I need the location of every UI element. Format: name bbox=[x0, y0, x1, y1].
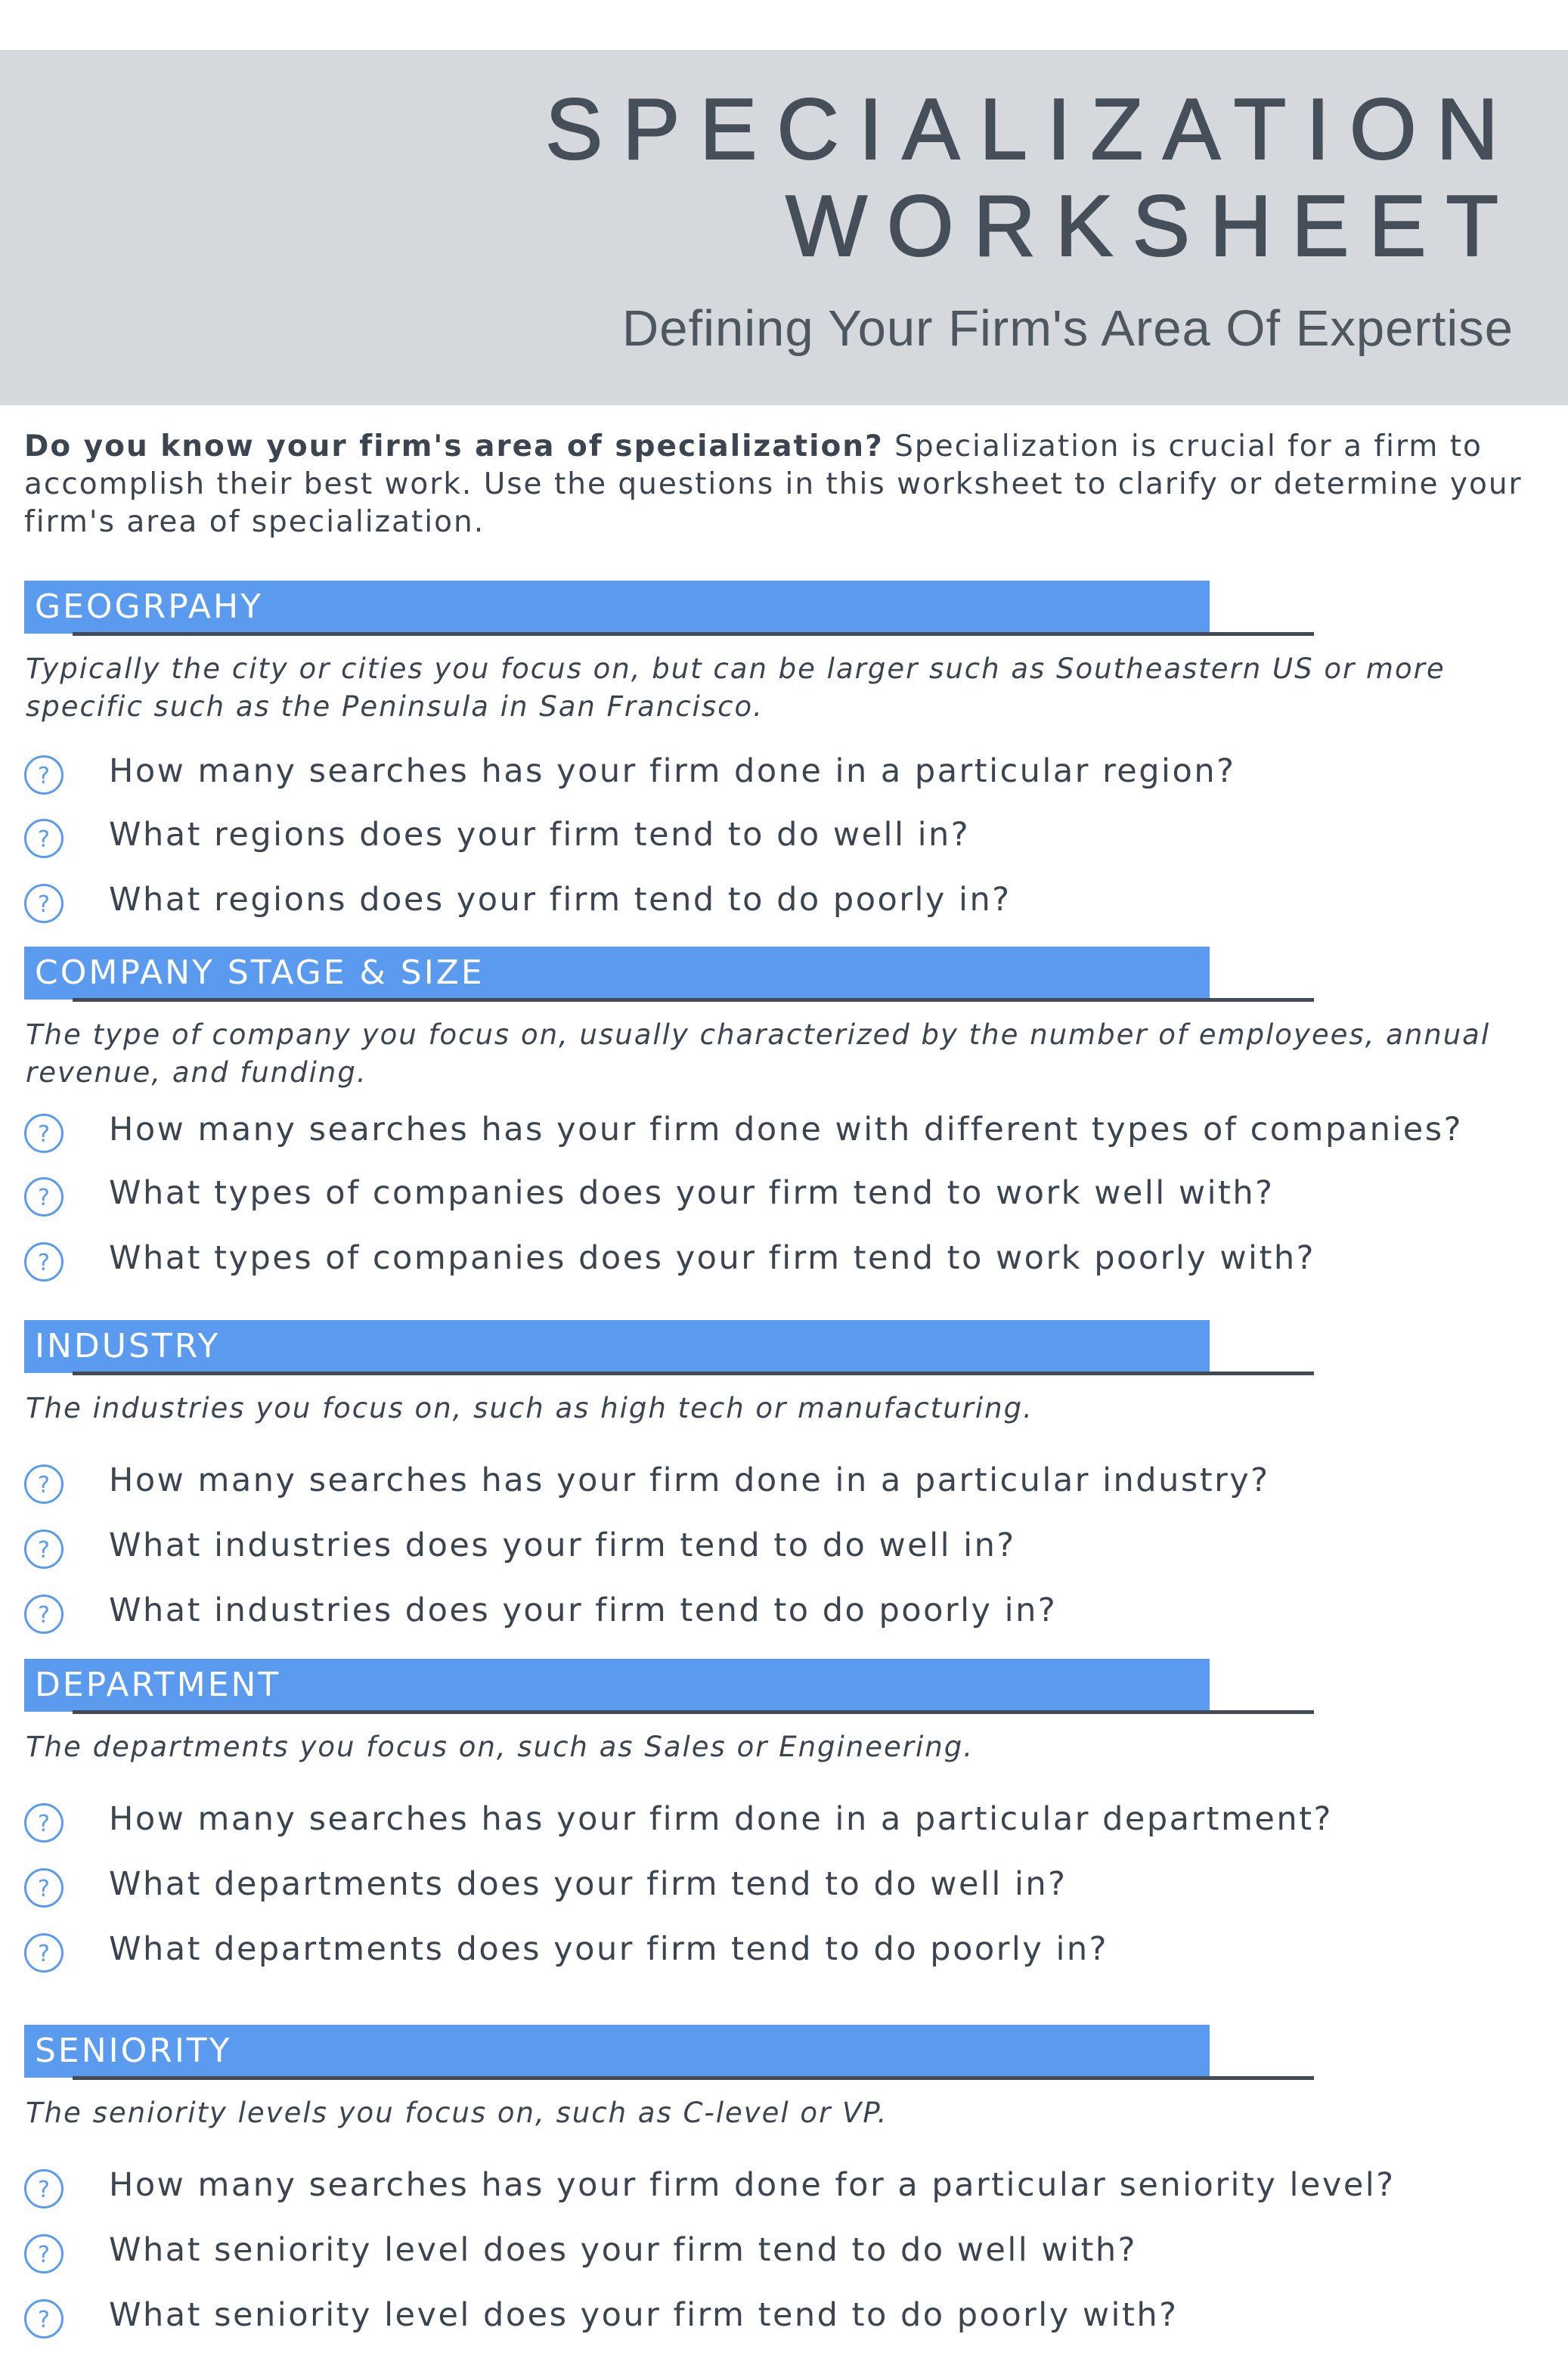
question-text: What departments does your firm tend to do well in? bbox=[109, 1865, 1068, 1903]
question-circle-icon bbox=[23, 1176, 64, 1217]
question-item bbox=[0, 877, 1568, 930]
question-circle-icon bbox=[23, 1933, 64, 1973]
question-circle-icon bbox=[23, 2298, 64, 2339]
question-text: How many searches has your firm done in a particular department? bbox=[109, 1800, 1333, 1838]
section-header-bar bbox=[24, 1320, 1210, 1373]
intro-question: Do you know your firm's area of specialization? bbox=[24, 429, 884, 463]
section-header-bar bbox=[24, 1659, 1210, 1712]
question-item bbox=[0, 2227, 1568, 2280]
svg-text:?: ? bbox=[38, 826, 50, 853]
section-description: The seniority levels you focus on, such as C-level or VP. bbox=[26, 2097, 888, 2129]
question-item bbox=[0, 1926, 1568, 1979]
question-text: What industries does your firm tend to do well in? bbox=[109, 1526, 1016, 1564]
svg-text:?: ? bbox=[38, 1602, 50, 1629]
question-text: What types of companies does your firm tend to work poorly with? bbox=[109, 1239, 1315, 1277]
question-circle-icon bbox=[23, 1594, 64, 1635]
intro-paragraph bbox=[24, 428, 1536, 541]
section-rule bbox=[73, 1372, 1314, 1375]
question-circle-icon bbox=[23, 2168, 64, 2209]
question-item bbox=[0, 1523, 1568, 1576]
page-subtitle: Defining Your Firm's Area Of Expertise bbox=[621, 300, 1514, 357]
svg-text:?: ? bbox=[38, 1941, 50, 1967]
question-circle-icon bbox=[23, 1802, 64, 1843]
svg-text:?: ? bbox=[38, 2242, 50, 2268]
section-rule bbox=[73, 998, 1314, 1002]
question-circle-icon bbox=[23, 818, 64, 859]
svg-text:?: ? bbox=[38, 1537, 50, 1564]
section-header-bar bbox=[24, 2025, 1210, 2078]
question-text: What regions does your firm tend to do well in? bbox=[109, 816, 971, 854]
section-description: The industries you focus on, such as high tech or manufacturing. bbox=[26, 1392, 1033, 1424]
question-circle-icon bbox=[23, 2233, 64, 2274]
question-circle-icon bbox=[23, 1113, 64, 1154]
section-title: SENIORITY bbox=[35, 2032, 232, 2070]
section-header-bar bbox=[24, 947, 1210, 1000]
svg-text:?: ? bbox=[38, 2307, 50, 2333]
section-header-bar bbox=[24, 581, 1210, 634]
question-item bbox=[0, 1861, 1568, 1914]
question-item bbox=[0, 812, 1568, 865]
title-line-2: WORKSHEET bbox=[786, 178, 1518, 274]
question-text: How many searches has your firm done for a particular seniority level? bbox=[109, 2166, 1396, 2204]
question-circle-icon bbox=[23, 755, 64, 795]
svg-text:?: ? bbox=[38, 1250, 50, 1276]
section-title: DEPARTMENT bbox=[35, 1666, 281, 1704]
section-rule bbox=[73, 2076, 1314, 2080]
question-item bbox=[0, 1107, 1568, 1160]
question-item bbox=[0, 1796, 1568, 1849]
question-item bbox=[0, 2292, 1568, 2345]
section-description: The departments you focus on, such as Sales or Engineering. bbox=[26, 1731, 974, 1763]
question-text: What seniority level does your firm tend to do poorly with? bbox=[109, 2296, 1179, 2334]
question-item bbox=[0, 1170, 1568, 1223]
section-title: COMPANY STAGE & SIZE bbox=[35, 953, 485, 992]
question-text: How many searches has your firm done with different types of companies? bbox=[109, 1111, 1463, 1148]
svg-text:?: ? bbox=[38, 891, 50, 918]
svg-text:?: ? bbox=[38, 1185, 50, 1211]
svg-text:?: ? bbox=[38, 1811, 50, 1837]
title-line-1: SPECIALIZATION bbox=[545, 82, 1518, 178]
question-text: How many searches has your firm done in a particular industry? bbox=[109, 1461, 1270, 1499]
section-rule bbox=[73, 1710, 1314, 1714]
question-text: What types of companies does your firm tend to work well with? bbox=[109, 1174, 1275, 1212]
intro-text: Specialization is crucial for a firm to accomplish their best work. Use the questions in this worksheet to clarify or determine your firm's area of specialization. bbox=[24, 429, 1523, 539]
question-text: What seniority level does your firm tend to do well with? bbox=[109, 2231, 1137, 2269]
section-rule bbox=[73, 632, 1314, 636]
question-item bbox=[0, 749, 1568, 801]
section-description: The type of company you focus on, usually characterized by the number of employees, annual revenue, and funding. bbox=[26, 1018, 1491, 1089]
question-circle-icon bbox=[23, 1241, 64, 1282]
question-item bbox=[0, 2162, 1568, 2215]
section-description: Typically the city or cities you focus on, but can be larger such as Southeastern US or more specific such as the Peninsula in San Francisco. bbox=[26, 652, 1446, 723]
question-circle-icon bbox=[23, 883, 64, 924]
question-text: What regions does your firm tend to do poorly in? bbox=[109, 881, 1012, 919]
svg-text:?: ? bbox=[38, 1472, 50, 1499]
svg-text:?: ? bbox=[38, 2177, 50, 2203]
svg-text:?: ? bbox=[38, 1121, 50, 1148]
question-item bbox=[0, 1235, 1568, 1288]
question-text: What departments does your firm tend to do poorly in? bbox=[109, 1930, 1108, 1968]
question-item bbox=[0, 1458, 1568, 1511]
question-circle-icon bbox=[23, 1529, 64, 1570]
section-title: INDUSTRY bbox=[35, 1327, 221, 1365]
question-circle-icon bbox=[23, 1464, 64, 1505]
page-title bbox=[545, 82, 1518, 275]
svg-text:?: ? bbox=[38, 763, 50, 789]
question-text: How many searches has your firm done in a particular region? bbox=[109, 752, 1236, 790]
section-title: GEOGRPAHY bbox=[35, 587, 263, 626]
question-text: What industries does your firm tend to do poorly in? bbox=[109, 1592, 1058, 1629]
question-circle-icon bbox=[23, 1867, 64, 1908]
question-item bbox=[0, 1588, 1568, 1641]
svg-text:?: ? bbox=[38, 1876, 50, 1902]
